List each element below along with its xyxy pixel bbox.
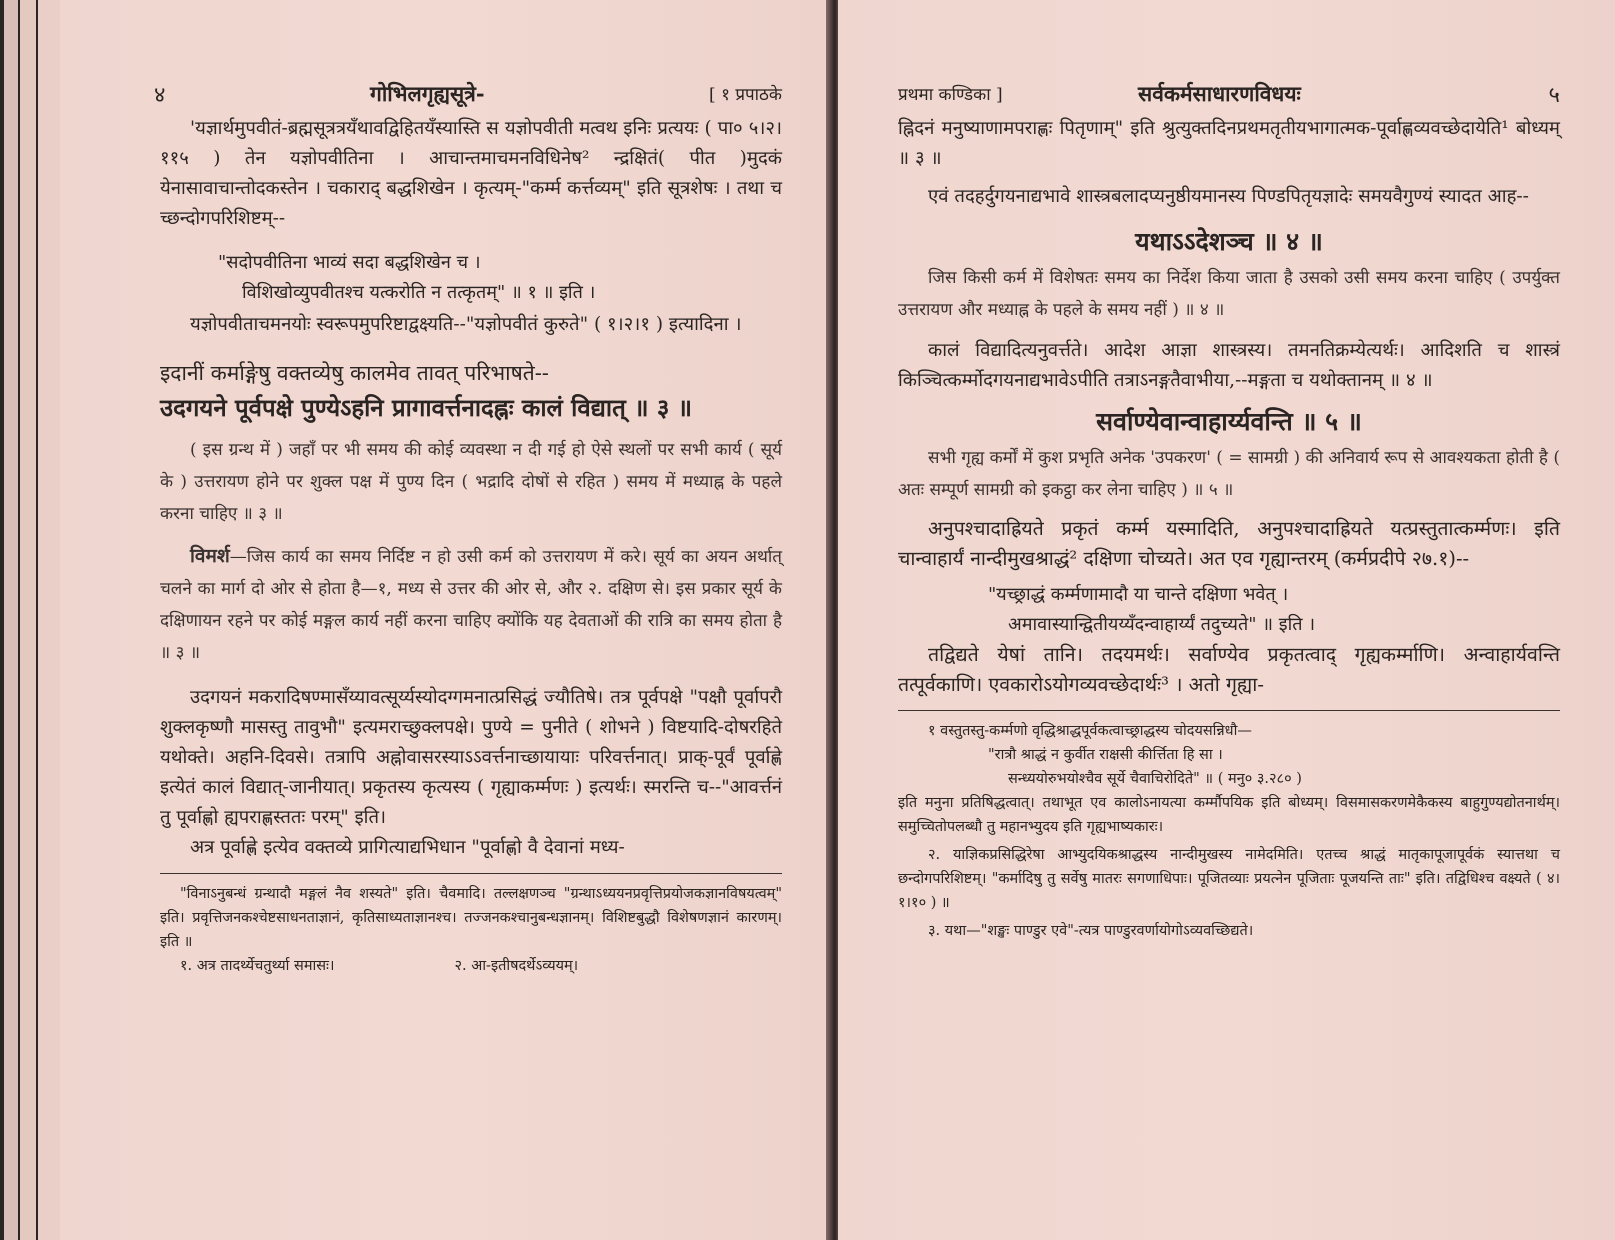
commentary-paragraph: तद्विद्यते येषां तानि। तदयमर्थः। सर्वाण्येव प्रकृतत्वाद् गृह्यकर्म्माणि। अन्वाहार्यवन्ति तत्पूर्वकाणि। एवकारोऽयोगव्यवच्छेदार्थः³ । अतो गृह्या- xyxy=(898,643,1560,696)
verse-line: विशिखोव्युपवीतश्च यत्करोति न तत्कृतम्" ॥ १ ॥ इति । xyxy=(242,282,596,303)
sutra-text: उदगयने पूर्वपक्षे पुण्येऽहनि प्रागावर्त्तनादह्नः कालं विद्यात् ॥ ३ ॥ xyxy=(160,393,693,422)
commentary-paragraph: अत्र पूर्वाह्णे इत्येव वक्तव्ये प्रागित्याद्यभिधान "पूर्वाह्णो वै देवानां मध्य- xyxy=(190,837,625,858)
commentary-paragraph: ह्निदनं मनुष्याणामपराह्णः पितृणाम्" इति श्रुत्युक्तदिनप्रथमतृतीयभागात्मक-पूर्वाह्णव्यवच्छेदायेति¹ बोध्यम् ॥ ३ ॥ xyxy=(898,118,1560,169)
section-label: [ १ प्रपाठके xyxy=(709,85,782,105)
commentary-paragraph: 'यज्ञार्थमुपवीतं-ब्रह्मसूत्रत्रयँथावद्विहितयँस्यास्ति स यज्ञोपवीती मत्वथ इनिः प्रत्ययः ( पा० ५।२।११५ ) तेन यज्ञोपवीतिना । आचान्तमाचमनविधिनेष² न्द्रक्षितं( पीत )मुदकं येनासावाचान्तोदकस्तेन । चकाराद् बद्धशिखेन । कृत्यम्-"कर्म्म कर्त्तव्यम्" इति सूत्रशेषः । तथा च च्छन्दोगपरिशिष्टम्-- xyxy=(160,118,782,229)
page-title: गोभिलगृह्यसूत्रे- xyxy=(370,81,485,106)
verse-line: "सदोपवीतिना भाव्यं सदा बद्धशिखेन च । xyxy=(218,252,481,273)
sutra-text: यथाऽऽदेशञ्च ॥ ४ ॥ xyxy=(1135,227,1323,256)
footnote-1: १. अत्र तादर्थ्येचतुर्थ्या समासः। xyxy=(180,958,335,974)
footnote-verse: "रात्रौ श्राद्धं न कुर्वीत राक्षसी कीर्त्तिता हि सा । xyxy=(988,747,1223,763)
commentary-paragraph: यज्ञोपवीताचमनयोः स्वरूपमुपरिष्टाद्वक्ष्यति--"यज्ञोपवीतं कुरुते" ( १।२।१ ) इत्यादिना । xyxy=(190,314,742,335)
verse-line: अमावास्यान्द्वितीयय्यँदन्वाहार्य्यं तदुच्यते" ॥ इति । xyxy=(1008,614,1316,635)
sutra-introduction: इदानीं कर्माङ्गेषु वक्तव्येषु कालमेव तावत् परिभाषते-- xyxy=(160,361,549,385)
footnote-2: २. आ-इतीषदर्थेऽव्ययम्। xyxy=(454,958,579,974)
hindi-translation: जिस किसी कर्म में विशेषतः समय का निर्देश किया जाता है उसको उसी समय करना चाहिए ( उपर्युक्त उत्तरायण और मध्याह्न के पहले के समय नहीं ) ॥ ४ ॥ xyxy=(898,268,1560,320)
section-label: प्रथमा कण्डिका ] xyxy=(898,85,1003,105)
left-page-header xyxy=(154,81,782,112)
footnote: ३. यथा—"शङ्खः पाण्डुर एवे"-त्यत्र पाण्डुरवर्णायोगोऽव्यवच्छिद्यते। xyxy=(928,923,1254,939)
hindi-translation: ( इस ग्रन्थ में ) जहाँ पर भी समय की कोई व्यवस्था न दी गई हो ऐसे स्थलों पर सभी कार्य ( सूर्य के ) उत्तरायण होने पर शुक्ल पक्ष में पुण्य दिन ( भद्रादि दोषों से रहित ) समय में मध्याह्न के पहले करना चाहिए ॥ ३ ॥ xyxy=(160,440,782,524)
page-number: ५ xyxy=(1548,83,1560,108)
page-edge xyxy=(38,0,60,1240)
page-number: ४ xyxy=(154,83,166,108)
footnote: इति मनुना प्रतिषिद्धत्वात्। तथाभूत एव कालोऽनायत्या कर्म्मौपयिक इति बोध्यम्। विसमासकरणमेकैकस्य बाहुगुण्यद्योतनार्थम्। समुच्चितोपलब्धौ तु महानभ्युदय इति गृह्यभाष्यकारः। xyxy=(898,795,1560,835)
commentary-paragraph: उदगयनं मकरादिषण्मासँय्यावत्सूर्य्यस्योदग्गमनात्प्रसिद्धं ज्यौतिषे। तत्र पूर्वपक्षे "पक्षौ पूर्वापरौ शुक्लकृष्णौ मासस्तु तावुभौ" इत्यमराच्छुक्लपक्षे। पुण्ये = पुनीते ( शोभने ) विष्टयादि-दोषरहिते यथोक्ते। अहनि-दिवसे। तत्रापि अह्नोवासरस्याऽऽवर्त्तनाच्छायायाः परिवर्त्तनात्। प्राक्-पूर्वं पूर्वाह्णे इत्येतं कालं विद्यात्-जानीयात्। प्रकृतस्य कृत्यस्य ( गृह्याकर्म्मणः ) इत्यर्थः। स्मरन्ति च--"आवर्त्तनं तु पूर्वाह्णो ह्यपराह्णस्ततः परम्" इति। xyxy=(160,687,782,828)
vimarsha-note xyxy=(160,540,782,669)
page-edge xyxy=(4,0,18,1240)
right-page-header xyxy=(898,82,1560,112)
footnote-divider xyxy=(898,710,1560,711)
footnote: "विनाऽनुबन्धं ग्रन्थादौ मङ्गलं नैव शस्यते" इति। चैवमादि। तल्लक्षणञ्च "ग्रन्थाऽध्ययनप्रवृत्तिप्रयोजकज्ञानविषयत्वम्" इति। प्रवृत्तिजनकश्चेष्टसाधनताज्ञानं, कृतिसाध्यताज्ञानश्च। तज्जनकश्चानुबन्धज्ञानम्। विशिष्टबुद्धौ विशेषणज्ञानं कारणम्। इति ॥ xyxy=(160,886,782,950)
commentary-paragraph: अनुपश्चादाह्रियते प्रकृतं कर्म्म यस्मादिति, अनुपश्चादाह्रियते यत्प्रस्तुतात्कर्म्मणः। इति चान्वाहार्यं नान्दीमुखश्राद्धं² दक्षिणा चोच्यते। अत एव गृह्यान्तरम् (कर्मप्रदीपे २७.१)-- xyxy=(898,517,1560,570)
sutra-text: सर्वाण्येवान्वाहार्य्यवन्ति ॥ ५ ॥ xyxy=(1096,407,1362,436)
footnote-verse: सन्ध्ययोरुभयोश्चैव सूर्ये चैवाचिरोदिते" ॥ ( मनु० ३.२८० ) xyxy=(1008,771,1302,787)
right-page xyxy=(838,0,1615,1240)
vimarsha-label: विमर्श xyxy=(190,545,230,567)
verse-line: "यच्छ्राद्धं कर्म्मणामादौ या चान्ते दक्षिणा भवेत् । xyxy=(988,584,1289,605)
vimarsha-text: —जिस कार्य का समय निर्दिष्ट न हो उसी कर्म को उत्तरायण में करे। सूर्य का अयन अर्थात् चलने का मार्ग दो ओर से होता है—१, मध्य से उत्तर की ओर से, और २. दक्षिण से। इस प्रकार सूर्य के दक्षिणायन रहने पर कोई मङ्गल कार्य नहीं करना चाहिए क्योंकि यह देवताओं की रात्रि का समय होता है ॥ ३ ॥ xyxy=(160,547,782,663)
left-page xyxy=(60,0,832,1240)
page-title: सर्वकर्मसाधारणविधयः xyxy=(1138,81,1301,106)
footnote xyxy=(160,954,782,978)
footnote-divider xyxy=(160,873,782,874)
page-edge xyxy=(20,0,36,1240)
commentary-paragraph: कालं विद्यादित्यनुवर्त्तते। आदेश आज्ञा शास्त्रस्य। तमनतिक्रम्येत्यर्थः। आदिशति च शास्त्रं किञ्चित्कर्म्मोदगयनाद्यभावेऽपीति तत्राऽनङ्गतैवाभीया,--मङ्गता च यथोक्तानम् ॥ ४ ॥ xyxy=(898,340,1560,391)
hindi-translation: सभी गृह्य कर्मों में कुश प्रभृति अनेक 'उपकरण' ( = सामग्री ) की अनिवार्य रूप से आवश्यकता होती है ( अतः सम्पूर्ण सामग्री को इकट्ठा कर लेना चाहिए ) ॥ ५ ॥ xyxy=(898,448,1560,500)
commentary-paragraph: एवं तदहर्दुगयनाद्यभावे शास्त्रबलादप्यनुष्ठीयमानस्य पिण्डपितृयज्ञादेः समयवैगुण्यं स्यादत आह-- xyxy=(928,186,1529,207)
footnote: १ वस्तुतस्तु-कर्म्मणो वृद्धिश्राद्धपूर्वकत्वाच्छ्राद्धस्य चोदयसन्निधौ— xyxy=(928,723,1252,739)
footnote: २. याज्ञिकप्रसिद्धिरेषा आभ्युदयिकश्राद्धस्य नान्दीमुखस्य नामेदमिति। एतच्च श्राद्धं मातृकापूजापूर्वकं स्यात्तथा च छन्दोगपरिशिष्टम्। "कर्मादिषु तु सर्वेषु मातरः सगणाधिपाः। पूजितव्याः प्रयत्नेन पूजिताः पूजयन्ति ताः" इति। तद्विधिश्च वक्ष्यते ( ४।१।१० ) ॥ xyxy=(898,847,1560,911)
